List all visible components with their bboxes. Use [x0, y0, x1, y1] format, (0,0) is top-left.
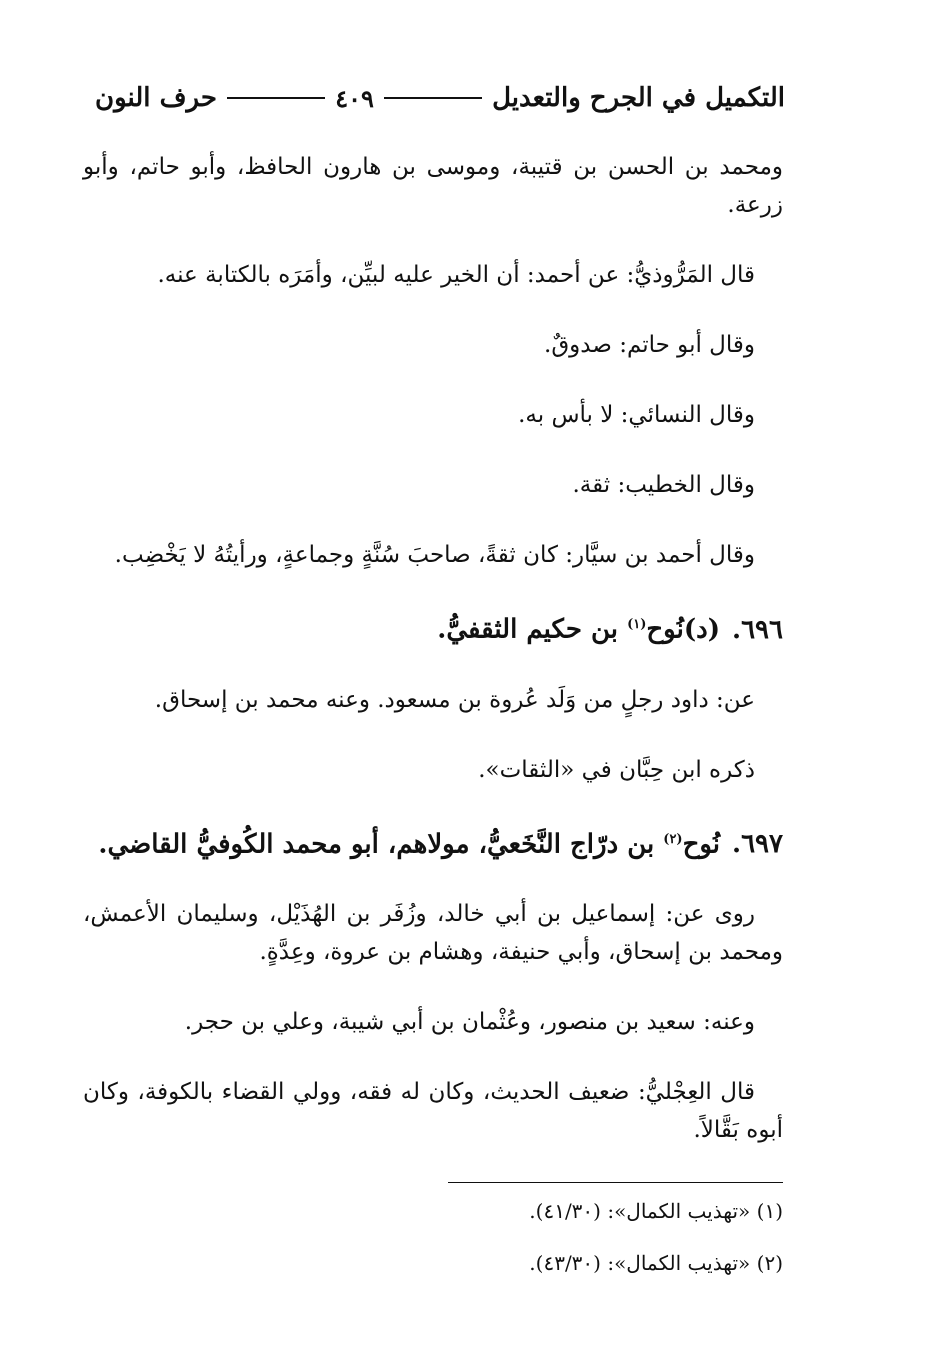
- header-dash: [227, 97, 325, 99]
- paragraph: وعنه: سعيد بن منصور، وعُثْمان بن أبي شيبة، وعلي بن حجر.: [184, 1009, 755, 1036]
- book-title: التكميل في الجرح والتعديل: [492, 83, 785, 113]
- running-header: [95, 78, 785, 118]
- paragraph: قال المَرُّوذيُّ: عن أحمد: أن الخير عليه لبيِّن، وأمَرَه بالكتابة عنه.: [157, 262, 755, 288]
- main-text: [83, 148, 783, 1181]
- paragraph: وقال أبو حاتم: صدوقٌ.: [544, 332, 755, 358]
- entry-heading-697: [83, 821, 783, 864]
- page-number: ٤٠٩: [335, 83, 374, 113]
- paragraph: وقال أحمد بن سيَّار: كان ثقةً، صاحبَ سُنَّةٍ وجماعةٍ، ورأيتُهُ لا يَخْضِب.: [114, 542, 755, 568]
- paragraph: عن: داود رجلٍ من وَلَد عُروة بن مسعود. وعنه محمد بن إسحاق.: [154, 686, 755, 713]
- paragraph: وقال النسائي: لا بأس به.: [518, 402, 755, 428]
- entry-heading-696: [83, 606, 783, 649]
- footnote-marker: (١): [627, 617, 647, 632]
- paragraph: ومحمد بن الحسن بن قتيبة، وموسى بن هارون الحافظ، وأبو حاتم، وأبو زرعة.: [83, 154, 783, 218]
- footnote: (٢) «تهذيب الكمال»: (٤٣/٣٠).: [529, 1251, 783, 1275]
- footnote-divider: [448, 1182, 783, 1183]
- entry-name-rest: بن حكيم الثقفيُّ.: [437, 614, 628, 645]
- entry-name: نُوح: [682, 829, 721, 860]
- paragraph: ذكره ابن حِبَّان في «الثقات».: [478, 756, 755, 783]
- footnote-marker: (٢): [663, 831, 683, 847]
- entry-number: ٦٩٦.: [732, 614, 783, 645]
- footnotes: [143, 1196, 783, 1300]
- paragraph: روى عن: إسماعيل بن أبي خالد، وزُفَر بن الهُذَيْل، وسليمان الأعمش، ومحمد بن إسحاق، وأبي حنيفة، وهشام بن عروة، وعِدَّةٍ.: [83, 901, 783, 966]
- footnote: (١) «تهذيب الكمال»: (٤١/٣٠).: [529, 1199, 783, 1223]
- entry-name-rest: بن درّاج النَّخَعيُّ، مولاهم، أبو محمد الكُوفيُّ القاضي.: [98, 829, 664, 860]
- paragraph: وقال الخطيب: ثقة.: [572, 472, 755, 498]
- entry-number: ٦٩٧.: [732, 829, 783, 860]
- paragraph: قال العِجْليُّ: ضعيف الحديث، وكان له فقه، وولي القضاء بالكوفة، وكان أبوه بَقَّالاً.: [83, 1079, 783, 1144]
- header-dash: [384, 97, 482, 99]
- entry-name: (د)نُوح: [646, 614, 721, 645]
- section-title: حرف النون: [95, 83, 217, 113]
